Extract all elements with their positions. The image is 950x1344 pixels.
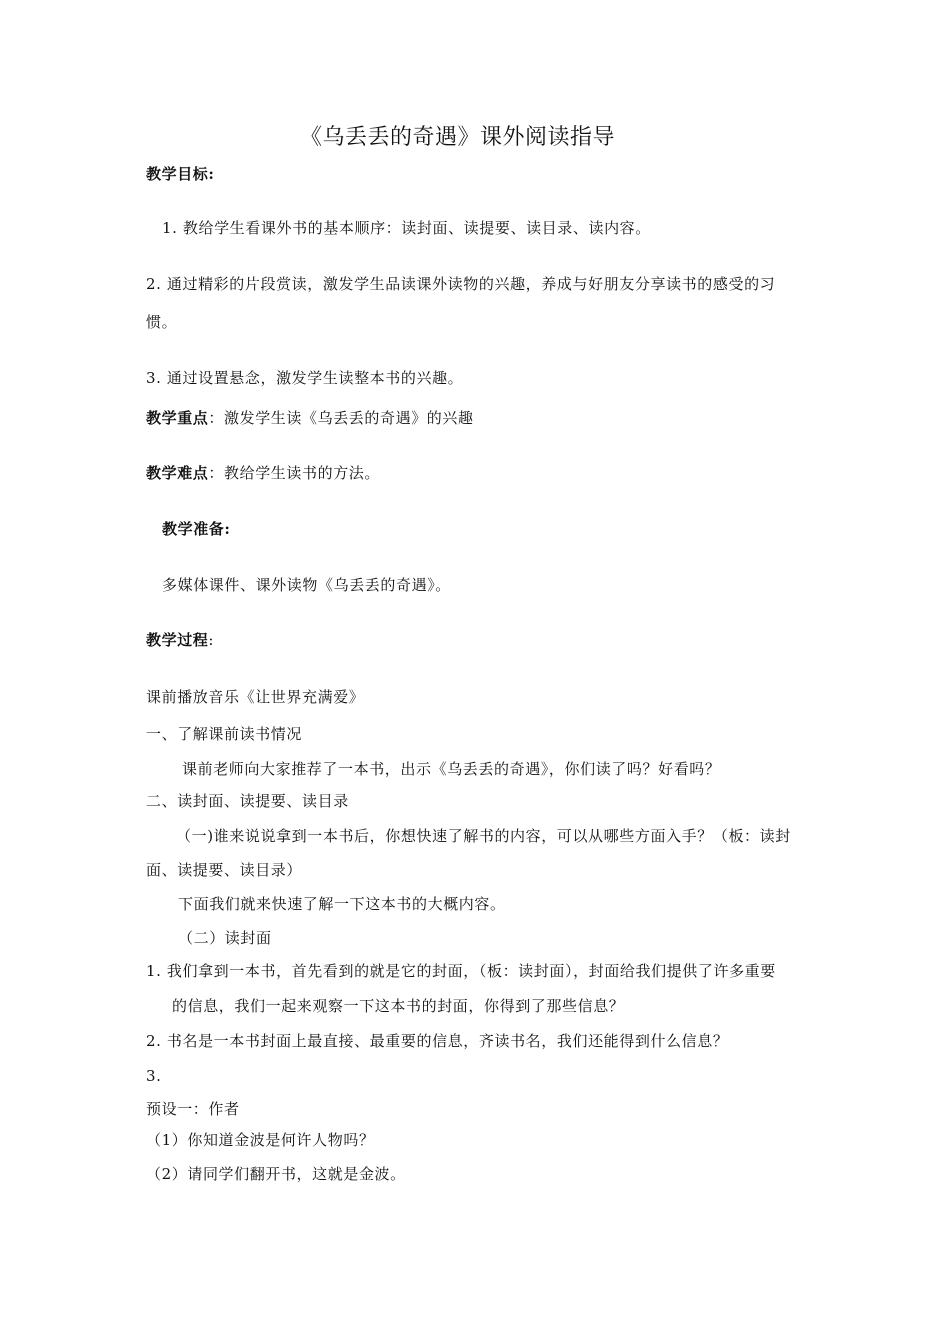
question-1: （1）你知道金波是何许人物吗？	[146, 1131, 375, 1149]
item-1-line-2: 的信息，我们一起来观察一下这本书的封面，你得到了那些信息？	[172, 997, 625, 1015]
difficulty-text: ：教给学生读书的方法。	[208, 464, 381, 482]
key-point	[146, 408, 474, 428]
section-1-text: 课前老师向大家推荐了一本书，出示《乌丢丢的奇遇》，你们读了吗？好看吗？	[182, 760, 721, 778]
goal-item-3: 3. 通过设置悬念，激发学生读整本书的兴趣。	[146, 369, 464, 387]
part-1-line-2: 面、读提要、读目录）	[146, 861, 303, 879]
section-2-heading: 二、读封面、读提要、读目录	[146, 792, 349, 810]
prep-heading: 教学准备:	[162, 520, 231, 538]
goal-item-2-line-2: 惯。	[146, 313, 178, 331]
item-1-line-1: 1. 我们拿到一本书，首先看到的就是它的封面，（板：读封面），封面给我们提供了许多重要	[146, 962, 776, 980]
preset-1: 预设一：作者	[146, 1100, 240, 1118]
section-1-heading: 一、了解课前读书情况	[146, 725, 303, 743]
pre-class-music: 课前播放音乐《让世界充满爱》	[146, 688, 365, 706]
process-heading-label: 教学过程	[146, 631, 209, 649]
prep-text: 多媒体课件、课外读物《乌丢丢的奇遇》。	[162, 576, 451, 594]
difficulty-label: 教学难点	[146, 464, 209, 482]
document-title: 《乌丢丢的奇遇》课外阅读指导	[300, 125, 616, 150]
question-2: （2）请同学们翻开书，这就是金波。	[146, 1165, 406, 1183]
difficulty-point	[146, 463, 380, 483]
process-heading-colon: :	[208, 631, 215, 649]
process-heading	[146, 630, 214, 650]
part-1-line-3: 下面我们就来快速了解一下这本书的大概内容。	[178, 895, 506, 913]
item-3: 3.	[146, 1067, 162, 1085]
goal-item-1: 1. 教给学生看课外书的基本顺序：读封面、读提要、读目录、读内容。	[162, 219, 651, 237]
part-2-heading: （二）读封面	[178, 929, 272, 947]
key-point-text: ：激发学生读《乌丢丢的奇遇》的兴趣	[208, 409, 474, 427]
goals-heading: 教学目标:	[146, 165, 215, 183]
item-2: 2. 书名是一本书封面上最直接、最重要的信息，齐读书名，我们还能得到什么信息？	[146, 1032, 729, 1050]
goal-item-2-line-1: 2. 通过精彩的片段赏读，激发学生品读课外读物的兴趣，养成与好朋友分享读书的感受的习	[146, 275, 776, 293]
key-point-label: 教学重点	[146, 409, 209, 427]
part-1-line-1: （一)谁来说说拿到一本书后，你想快速了解书的内容，可以从哪些方面入手？（板：读封	[176, 827, 791, 845]
